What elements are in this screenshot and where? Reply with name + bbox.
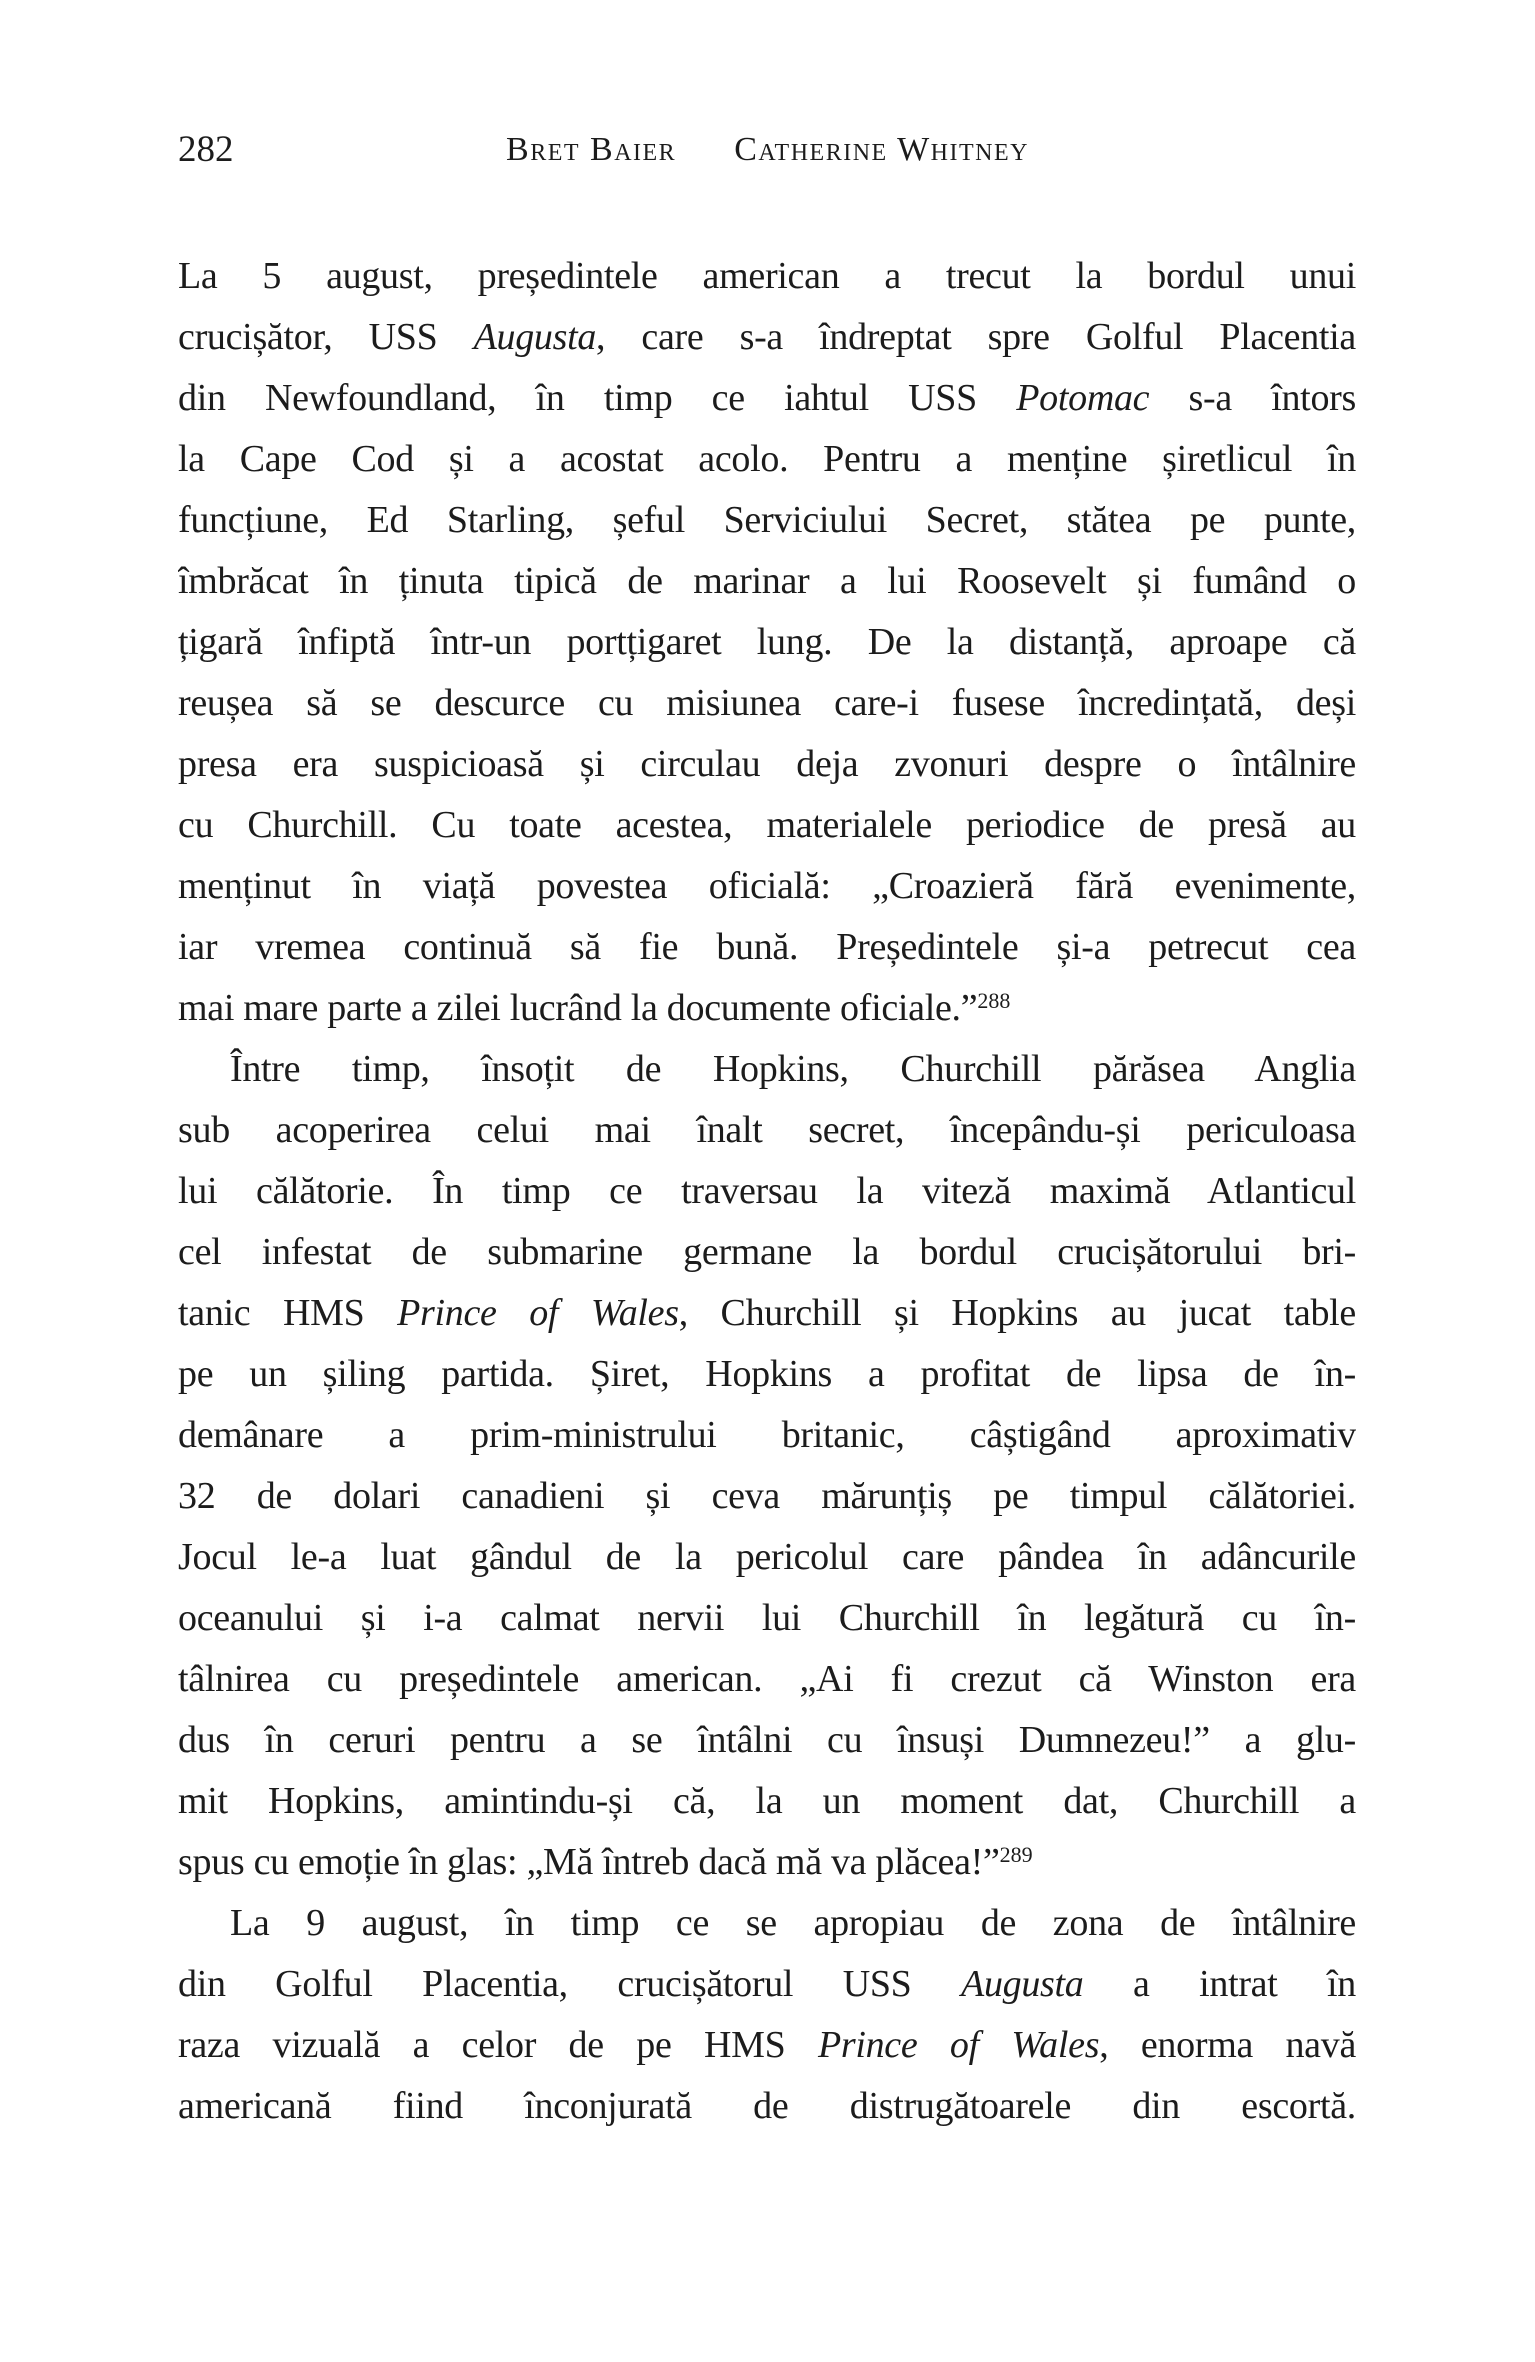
text-segment: din Golful Placentia, crucișătorul USS bbox=[178, 1963, 962, 2005]
text-segment: Prince of Wales bbox=[817, 2024, 1100, 2066]
running-head bbox=[178, 128, 1357, 172]
text-segment: Jocul le-a luat gândul de la pericolul care pândea în adâncurile bbox=[178, 1536, 1356, 1578]
text-line bbox=[178, 1588, 1356, 1649]
text-segment: dus în ceruri pentru a se întâlni cu însuși Dumnezeu!” a glu- bbox=[178, 1719, 1356, 1761]
text-line bbox=[178, 978, 1356, 1039]
paragraph-2 bbox=[178, 1039, 1356, 1893]
text-segment: Augusta bbox=[961, 1963, 1084, 2005]
text-segment: reușea să se descurce cu misiunea care-i fusese încredințată, deși bbox=[178, 682, 1356, 724]
text-line bbox=[178, 1222, 1356, 1283]
text-line bbox=[178, 307, 1356, 368]
page-header bbox=[178, 128, 1357, 172]
text-line bbox=[178, 673, 1356, 734]
text-segment: americană fiind înconjurată de distrugătoarele din escortă. bbox=[178, 2085, 1356, 2127]
text-line bbox=[178, 1283, 1356, 1344]
text-segment: Prince of Wales bbox=[397, 1292, 679, 1334]
paragraph-1 bbox=[178, 246, 1356, 1039]
text-segment: crucișător, USS bbox=[178, 316, 474, 358]
text-segment: Augusta bbox=[473, 316, 597, 358]
text-line bbox=[178, 1710, 1356, 1771]
text-segment: , enorma navă bbox=[1099, 2024, 1356, 2066]
text-line bbox=[178, 429, 1356, 490]
text-segment: sub acoperirea celui mai înalt secret, începându-și periculoasa bbox=[178, 1109, 1356, 1151]
text-line bbox=[178, 1649, 1356, 1710]
text-line bbox=[178, 1039, 1356, 1100]
text-segment: menținut în viață povestea oficială: „Croazieră fără evenimente, bbox=[178, 865, 1356, 907]
text-segment: la Cape Cod și a acostat acolo. Pentru a menține șiretlicul în bbox=[178, 438, 1356, 480]
text-line bbox=[178, 368, 1356, 429]
text-segment: raza vizuală a celor de pe HMS bbox=[178, 2024, 818, 2066]
text-line bbox=[178, 1100, 1356, 1161]
text-segment: Potomac bbox=[1016, 377, 1150, 419]
author-name-right: Catherine Whitney bbox=[734, 131, 1029, 168]
text-segment: La 5 august, președintele american a trecut la bordul unui bbox=[178, 255, 1356, 297]
text-line bbox=[178, 1405, 1356, 1466]
text-segment: spus cu emoție în glas: „Mă întreb dacă mă va plăcea!” bbox=[178, 1841, 1000, 1883]
text-segment: lui călătorie. În timp ce traversau la viteză maximă Atlanticul bbox=[178, 1170, 1356, 1212]
paragraph-3 bbox=[178, 1893, 1356, 2137]
text-segment: a intrat în bbox=[1083, 1963, 1356, 2005]
text-line bbox=[178, 1344, 1356, 1405]
text-line bbox=[178, 551, 1356, 612]
text-segment: tanic HMS bbox=[178, 1292, 398, 1334]
text-segment: La 9 august, în timp ce se apropiau de zona de întâlnire bbox=[230, 1902, 1356, 1944]
text-segment: presa era suspicioasă și circulau deja zvonuri despre o întâlnire bbox=[178, 743, 1356, 785]
text-line bbox=[178, 2076, 1356, 2137]
page-body bbox=[178, 246, 1356, 2137]
text-segment: oceanului și i-a calmat nervii lui Churchill în legătură cu în- bbox=[178, 1597, 1356, 1639]
text-segment: mit Hopkins, amintindu-și că, la un moment dat, Churchill a bbox=[178, 1780, 1356, 1822]
footnote-reference: 288 bbox=[977, 987, 1011, 1013]
text-segment: demânare a prim-ministrului britanic, câștigând aproximativ bbox=[178, 1414, 1356, 1456]
text-line bbox=[178, 1527, 1356, 1588]
text-segment: țigară înfiptă într-un portțigaret lung. De la distanță, aproape că bbox=[178, 621, 1356, 663]
footnote-reference: 289 bbox=[999, 1841, 1033, 1867]
text-line bbox=[178, 246, 1356, 307]
text-line bbox=[178, 1466, 1356, 1527]
text-line bbox=[178, 795, 1356, 856]
text-line bbox=[178, 917, 1356, 978]
text-segment: mai mare parte a zilei lucrând la documente oficiale.” bbox=[178, 987, 978, 1029]
text-segment: din Newfoundland, în timp ce iahtul USS bbox=[178, 377, 1017, 419]
text-segment: , care s-a îndreptat spre Golful Placentia bbox=[596, 316, 1356, 358]
text-segment: îmbrăcat în ținuta tipică de marinar a lui Roosevelt și fumând o bbox=[178, 560, 1356, 602]
text-segment: iar vremea continuă să fie bună. Președintele și-a petrecut cea bbox=[178, 926, 1356, 968]
text-line bbox=[178, 856, 1356, 917]
text-line bbox=[178, 1832, 1356, 1893]
text-line bbox=[178, 1771, 1356, 1832]
text-segment: s-a întors bbox=[1149, 377, 1356, 419]
text-segment: funcțiune, Ed Starling, șeful Serviciului Secret, stătea pe punte, bbox=[178, 499, 1356, 541]
text-segment: cu Churchill. Cu toate acestea, materialele periodice de presă au bbox=[178, 804, 1356, 846]
text-segment: cel infestat de submarine germane la bordul crucișătorului bri- bbox=[178, 1231, 1356, 1273]
text-line bbox=[178, 1161, 1356, 1222]
author-name-left: Bret Baier bbox=[506, 131, 677, 168]
text-segment: Între timp, însoțit de Hopkins, Churchill părăsea Anglia bbox=[230, 1048, 1356, 1090]
text-segment: , Churchill și Hopkins au jucat table bbox=[678, 1292, 1356, 1334]
text-line bbox=[178, 1893, 1356, 1954]
text-segment: 32 de dolari canadieni și ceva mărunțiș pe timpul călătoriei. bbox=[178, 1475, 1356, 1517]
page-number: 282 bbox=[178, 129, 234, 170]
text-line bbox=[178, 490, 1356, 551]
text-line bbox=[178, 612, 1356, 673]
text-segment: pe un șiling partida. Șiret, Hopkins a profitat de lipsa de în- bbox=[178, 1353, 1356, 1395]
text-line bbox=[178, 734, 1356, 795]
text-line bbox=[178, 2015, 1356, 2076]
text-line bbox=[178, 1954, 1356, 2015]
text-segment: tâlnirea cu președintele american. „Ai fi crezut că Winston era bbox=[178, 1658, 1356, 1700]
